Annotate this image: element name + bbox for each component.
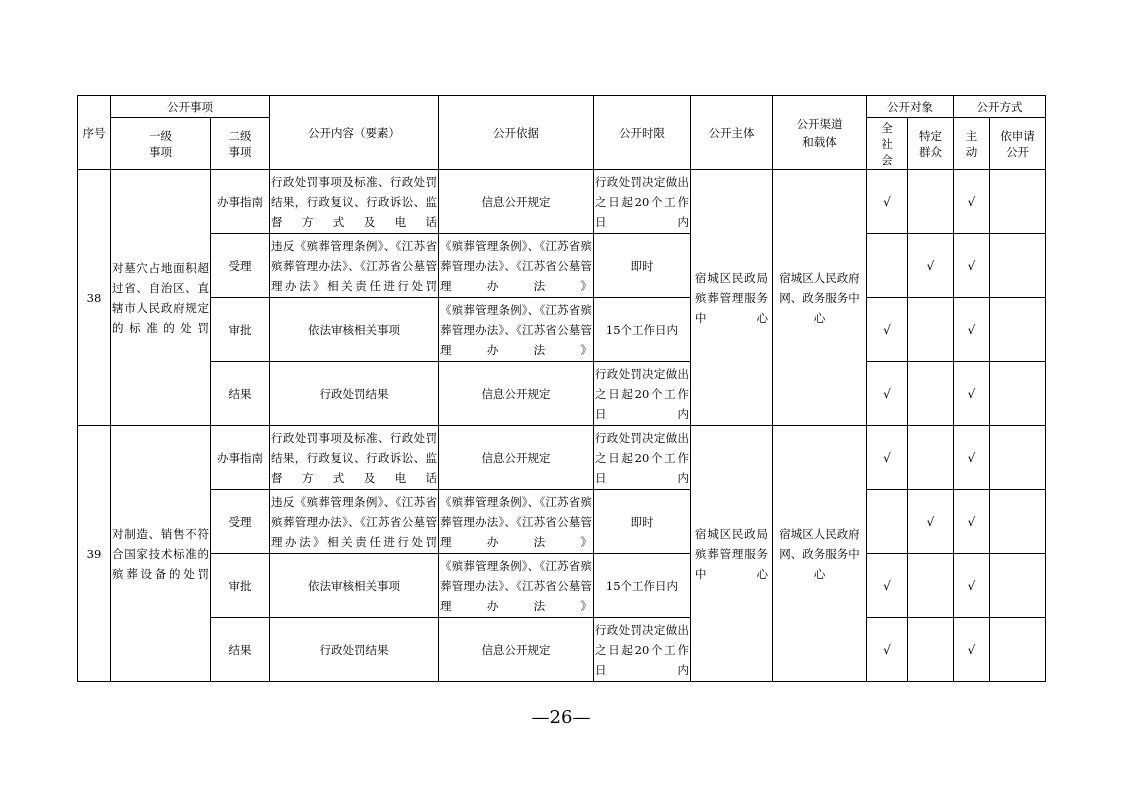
level1-item-cell: 对墓穴占地面积超过省、自治区、直辖市人民政府规定的标准的处罚 <box>111 170 211 426</box>
specific-mark <box>908 298 954 362</box>
society-mark: √ <box>867 362 908 426</box>
specific-mark <box>908 618 954 682</box>
specific-mark <box>908 554 954 618</box>
header-basis: 公开依据 <box>439 96 594 170</box>
seq-cell: 38 <box>78 170 111 426</box>
time-limit-cell: 行政处罚决定做出之日起20个工作日内 <box>594 170 691 234</box>
on-request-mark <box>990 362 1046 426</box>
disclosure-table <box>77 95 1046 682</box>
header-level1: 一级事项 <box>111 118 211 170</box>
header-active: 主动 <box>954 118 990 170</box>
society-mark: √ <box>867 298 908 362</box>
active-mark: √ <box>954 554 990 618</box>
header-society: 全社会 <box>867 118 908 170</box>
basis-cell: 信息公开规定 <box>439 618 594 682</box>
content-cell: 依法审核相关事项 <box>270 298 439 362</box>
header-channel: 公开渠道和载体 <box>773 96 867 170</box>
time-limit-cell: 15个工作日内 <box>594 298 691 362</box>
specific-mark <box>908 426 954 490</box>
time-limit-cell: 15个工作日内 <box>594 554 691 618</box>
time-limit-cell: 行政处罚决定做出之日起20个工作日内 <box>594 362 691 426</box>
header-target: 公开对象 <box>867 96 954 118</box>
specific-mark <box>908 170 954 234</box>
society-mark <box>867 490 908 554</box>
active-mark: √ <box>954 298 990 362</box>
header-level2: 二级事项 <box>211 118 270 170</box>
table-row <box>78 234 1046 298</box>
table-row <box>78 298 1046 362</box>
active-mark: √ <box>954 234 990 298</box>
header-items: 公开事项 <box>111 96 270 118</box>
table-row <box>78 362 1046 426</box>
society-mark: √ <box>867 554 908 618</box>
header-row-1 <box>78 96 1046 118</box>
header-specific: 特定群众 <box>908 118 954 170</box>
channel-cell: 宿城区人民政府网、政务服务中心 <box>773 170 867 426</box>
basis-cell: 《殡葬管理条例》、《江苏省殡葬管理办法》、《江苏省公墓管理办法》 <box>439 234 594 298</box>
on-request-mark <box>990 490 1046 554</box>
level2-item-cell: 办事指南 <box>211 426 270 490</box>
level2-item-cell: 结果 <box>211 618 270 682</box>
table-row <box>78 554 1046 618</box>
society-mark: √ <box>867 618 908 682</box>
subject-cell: 宿城区民政局殡葬管理服务中心 <box>691 426 773 682</box>
time-limit-cell: 即时 <box>594 234 691 298</box>
on-request-mark <box>990 426 1046 490</box>
on-request-mark <box>990 234 1046 298</box>
level2-item-cell: 审批 <box>211 554 270 618</box>
basis-cell: 《殡葬管理条例》、《江苏省殡葬管理办法》、《江苏省公墓管理办法》 <box>439 298 594 362</box>
header-on-request: 依申请公开 <box>990 118 1046 170</box>
level2-item-cell: 受理 <box>211 234 270 298</box>
level1-item-cell: 对制造、销售不符合国家技术标准的殡葬设备的处罚 <box>111 426 211 682</box>
channel-cell: 宿城区人民政府网、政务服务中心 <box>773 426 867 682</box>
on-request-mark <box>990 298 1046 362</box>
content-cell: 行政处罚事项及标准、行政处罚结果，行政复议、行政诉讼、监督方式及电话 <box>270 170 439 234</box>
society-mark <box>867 234 908 298</box>
basis-cell: 信息公开规定 <box>439 426 594 490</box>
on-request-mark <box>990 170 1046 234</box>
content-cell: 行政处罚事项及标准、行政处罚结果，行政复议、行政诉讼、监督方式及电话 <box>270 426 439 490</box>
level2-item-cell: 受理 <box>211 490 270 554</box>
time-limit-cell: 即时 <box>594 490 691 554</box>
basis-cell: 信息公开规定 <box>439 362 594 426</box>
time-limit-cell: 行政处罚决定做出之日起20个工作日内 <box>594 426 691 490</box>
table-row <box>78 618 1046 682</box>
header-method: 公开方式 <box>954 96 1046 118</box>
content-cell: 依法审核相关事项 <box>270 554 439 618</box>
active-mark: √ <box>954 426 990 490</box>
society-mark: √ <box>867 426 908 490</box>
society-mark: √ <box>867 170 908 234</box>
level2-item-cell: 结果 <box>211 362 270 426</box>
table-row <box>78 170 1046 234</box>
basis-cell: 信息公开规定 <box>439 170 594 234</box>
basis-cell: 《殡葬管理条例》、《江苏省殡葬管理办法》、《江苏省公墓管理办法》 <box>439 490 594 554</box>
active-mark: √ <box>954 170 990 234</box>
active-mark: √ <box>954 490 990 554</box>
header-time-limit: 公开时限 <box>594 96 691 170</box>
active-mark: √ <box>954 362 990 426</box>
on-request-mark <box>990 554 1046 618</box>
header-content: 公开内容（要素） <box>270 96 439 170</box>
header-subject: 公开主体 <box>691 96 773 170</box>
active-mark: √ <box>954 618 990 682</box>
basis-cell: 《殡葬管理条例》、《江苏省殡葬管理办法》、《江苏省公墓管理办法》 <box>439 554 594 618</box>
specific-mark: √ <box>908 490 954 554</box>
level2-item-cell: 审批 <box>211 298 270 362</box>
specific-mark: √ <box>908 234 954 298</box>
specific-mark <box>908 362 954 426</box>
table-row <box>78 426 1046 490</box>
subject-cell: 宿城区民政局殡葬管理服务中心 <box>691 170 773 426</box>
on-request-mark <box>990 618 1046 682</box>
table-row <box>78 490 1046 554</box>
content-cell: 行政处罚结果 <box>270 362 439 426</box>
level2-item-cell: 办事指南 <box>211 170 270 234</box>
time-limit-cell: 行政处罚决定做出之日起20个工作日内 <box>594 618 691 682</box>
header-seq: 序号 <box>78 96 111 170</box>
content-cell: 行政处罚结果 <box>270 618 439 682</box>
content-cell: 违反《殡葬管理条例》、《江苏省殡葬管理办法》、《江苏省公墓管理办法》相关责任进行处罚 <box>270 234 439 298</box>
seq-cell: 39 <box>78 426 111 682</box>
page-number: —26— <box>531 707 591 728</box>
content-cell: 违反《殡葬管理条例》、《江苏省殡葬管理办法》、《江苏省公墓管理办法》相关责任进行处罚 <box>270 490 439 554</box>
